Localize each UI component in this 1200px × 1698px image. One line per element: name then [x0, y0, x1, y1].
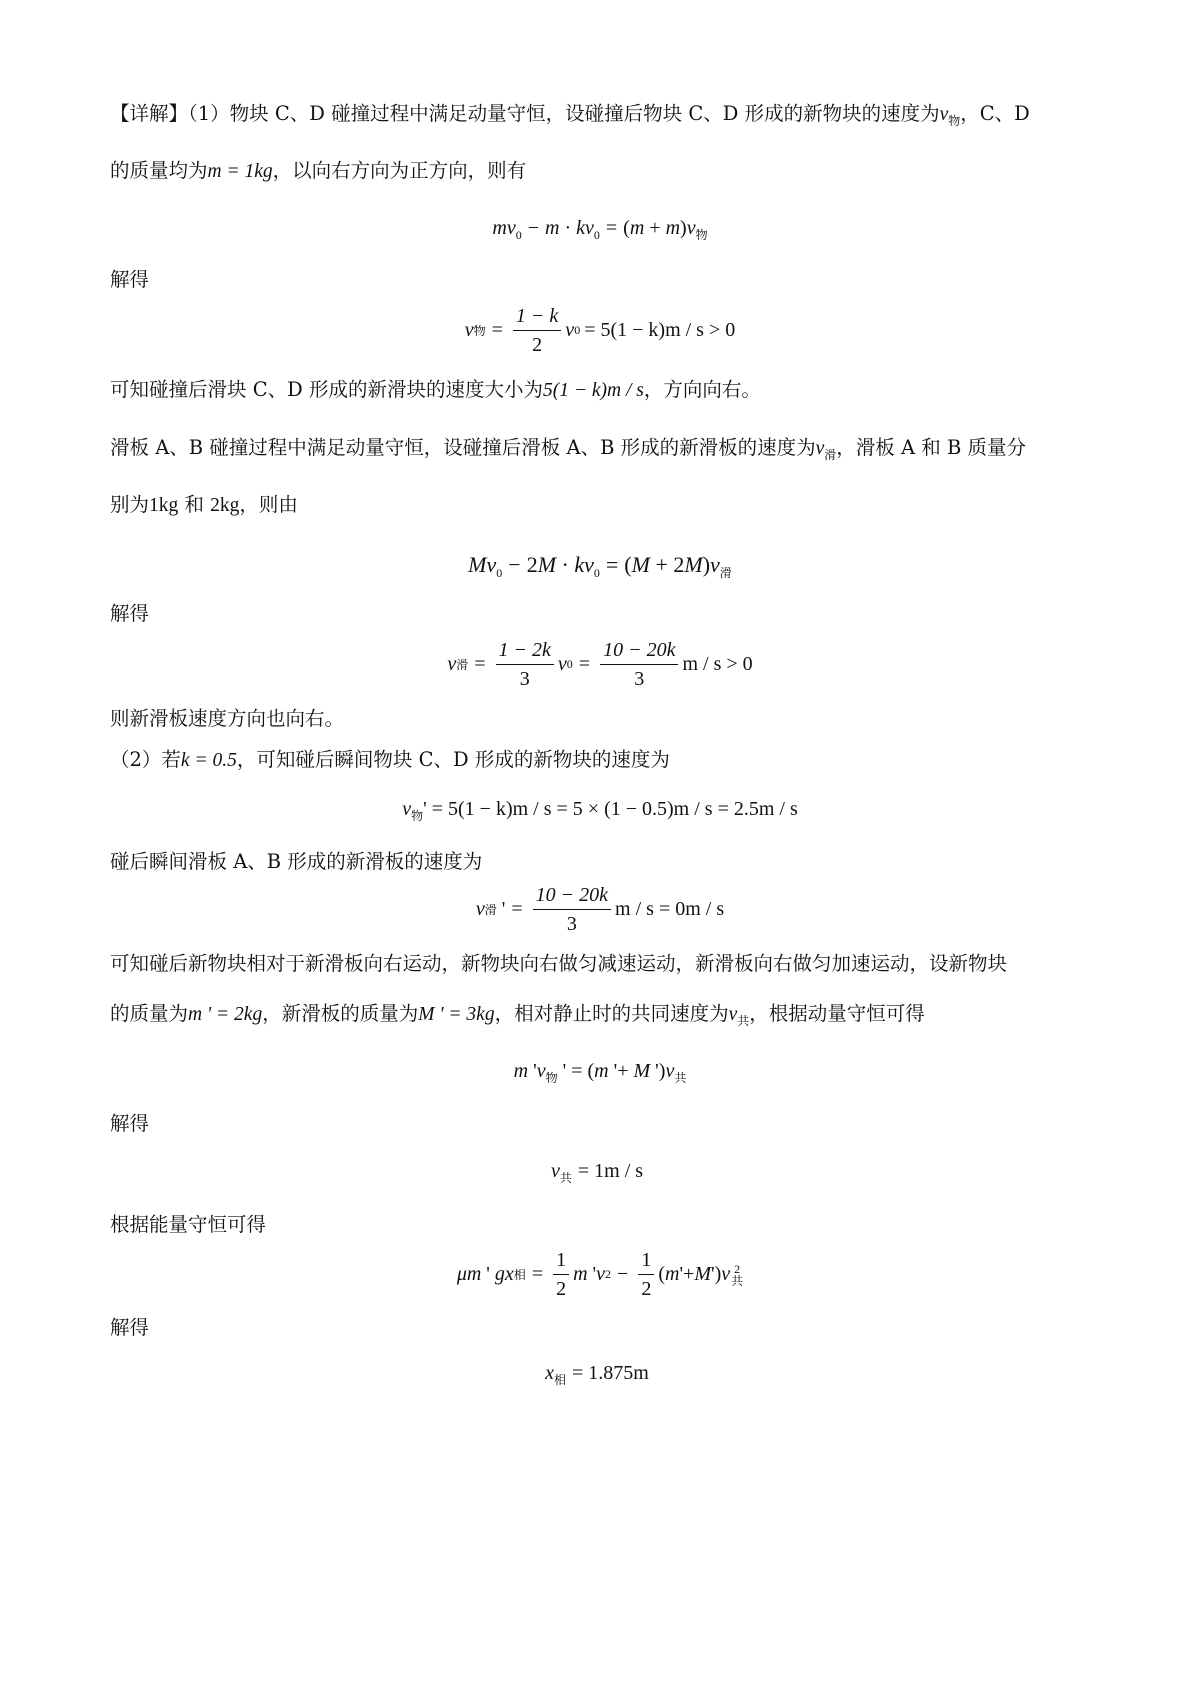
equation-vgong: $v_共 = 1m / s$: [550, 1160, 644, 1185]
fraction-1: $\frac{1 - k}{2}$: [513, 304, 561, 357]
para1-line2: 的质量均为m = 1kg，以向右方向为正方向，则有: [110, 159, 527, 182]
equation-v-board: v 滑 = $\frac{1 - 2k}{3}$ v 0 = $\frac{10 - 20k}{3}$ m / s > 0: [447, 639, 753, 690]
para1-line1: 【详解】（1）物块 C、D 碰撞过程中满足动量守恒，设碰撞后物块 C、D 形成的新物块的速度为$v_物$，C、D: [110, 102, 1030, 128]
label-jiede-1: 解得: [110, 268, 150, 291]
para1-line1-text: （1）物块 C、D 碰撞过程中满足动量守恒，设碰撞后物块 C、D 形成的新物块的速度为: [188, 102, 940, 125]
equation-momentum-board: $Mv_0 - 2M \cdot kv_0 = (M + 2M)v_滑$: [468, 552, 732, 580]
label-jiede-2: 解得: [110, 602, 150, 625]
label-jiede-4: 解得: [110, 1316, 150, 1339]
board-direction: 则新滑板速度方向也向右。: [110, 707, 345, 730]
relative-line2: 的质量为m ' = 2kg，新滑板的质量为M ' = 3kg，相对静止时的共同速度为$v_共$，根据动量守恒可得: [110, 1002, 925, 1028]
part2-line: （2）若k = 0.5，可知碰后瞬间物块 C、D 形成的新物块的速度为: [110, 748, 670, 771]
board-line2: 别为1kg 和 2kg，则由: [110, 493, 298, 516]
equation-vwu-prime: $v_物' = 5(1 - k)m / s = 5 \times (1 - 0.5)m / s = 2.5m / s$: [402, 798, 798, 823]
label-energy: 根据能量守恒可得: [110, 1213, 267, 1236]
board-line1: 滑板 A、B 碰撞过程中满足动量守恒，设碰撞后滑板 A、B 形成的新滑板的速度为$v_滑$，滑板 A 和 B 质量分: [110, 436, 1027, 462]
fraction-2: $\frac{1 - 2k}{3}$: [496, 638, 554, 691]
mass-value: m = 1kg: [207, 161, 273, 182]
fraction-half-2: $\frac{1}{2}$: [638, 1248, 654, 1301]
label-jiede-3: 解得: [110, 1112, 150, 1135]
board-after-line: 碰后瞬间滑板 A、B 形成的新滑板的速度为: [110, 850, 483, 873]
equation-momentum-common: m '$v_物$ ' = (m '+ M ')$v_共$: [513, 1060, 687, 1085]
conclusion-line: 可知碰撞后滑块 C、D 形成的新滑块的速度大小为5(1 − k)m / s，方向向右。: [110, 378, 761, 401]
fraction-half-1: $\frac{1}{2}$: [553, 1248, 569, 1301]
equation-v-block: v 物 = $\frac{1 - k}{2}$ v 0 = 5(1 − k)m / s > 0: [464, 305, 736, 356]
detail-label: 【详解】: [110, 102, 189, 125]
equation-vhua-prime: v 滑 ' = $\frac{10 - 20k}{3}$ m / s = 0m / s: [475, 884, 725, 935]
equation-momentum-block: $mv_0 - m \cdot kv_0 = (m + m)v_物$: [492, 217, 708, 242]
relative-line1: 可知碰后新物块相对于新滑板向右运动，新物块向右做匀减速运动，新滑板向右做匀加速运动，设新物块: [110, 952, 1008, 975]
fraction-4: $\frac{10 - 20k}{3}$: [533, 883, 611, 936]
equation-energy: μm ' gx 相 = $\frac{1}{2}$ m ' v 2 − $\frac{1}{2}$ ( m '+ M ') v 2 共: [456, 1249, 744, 1300]
fraction-3: $\frac{10 - 20k}{3}$: [600, 638, 678, 691]
equation-x-relative: $x_相 = 1.875m$: [545, 1362, 649, 1387]
